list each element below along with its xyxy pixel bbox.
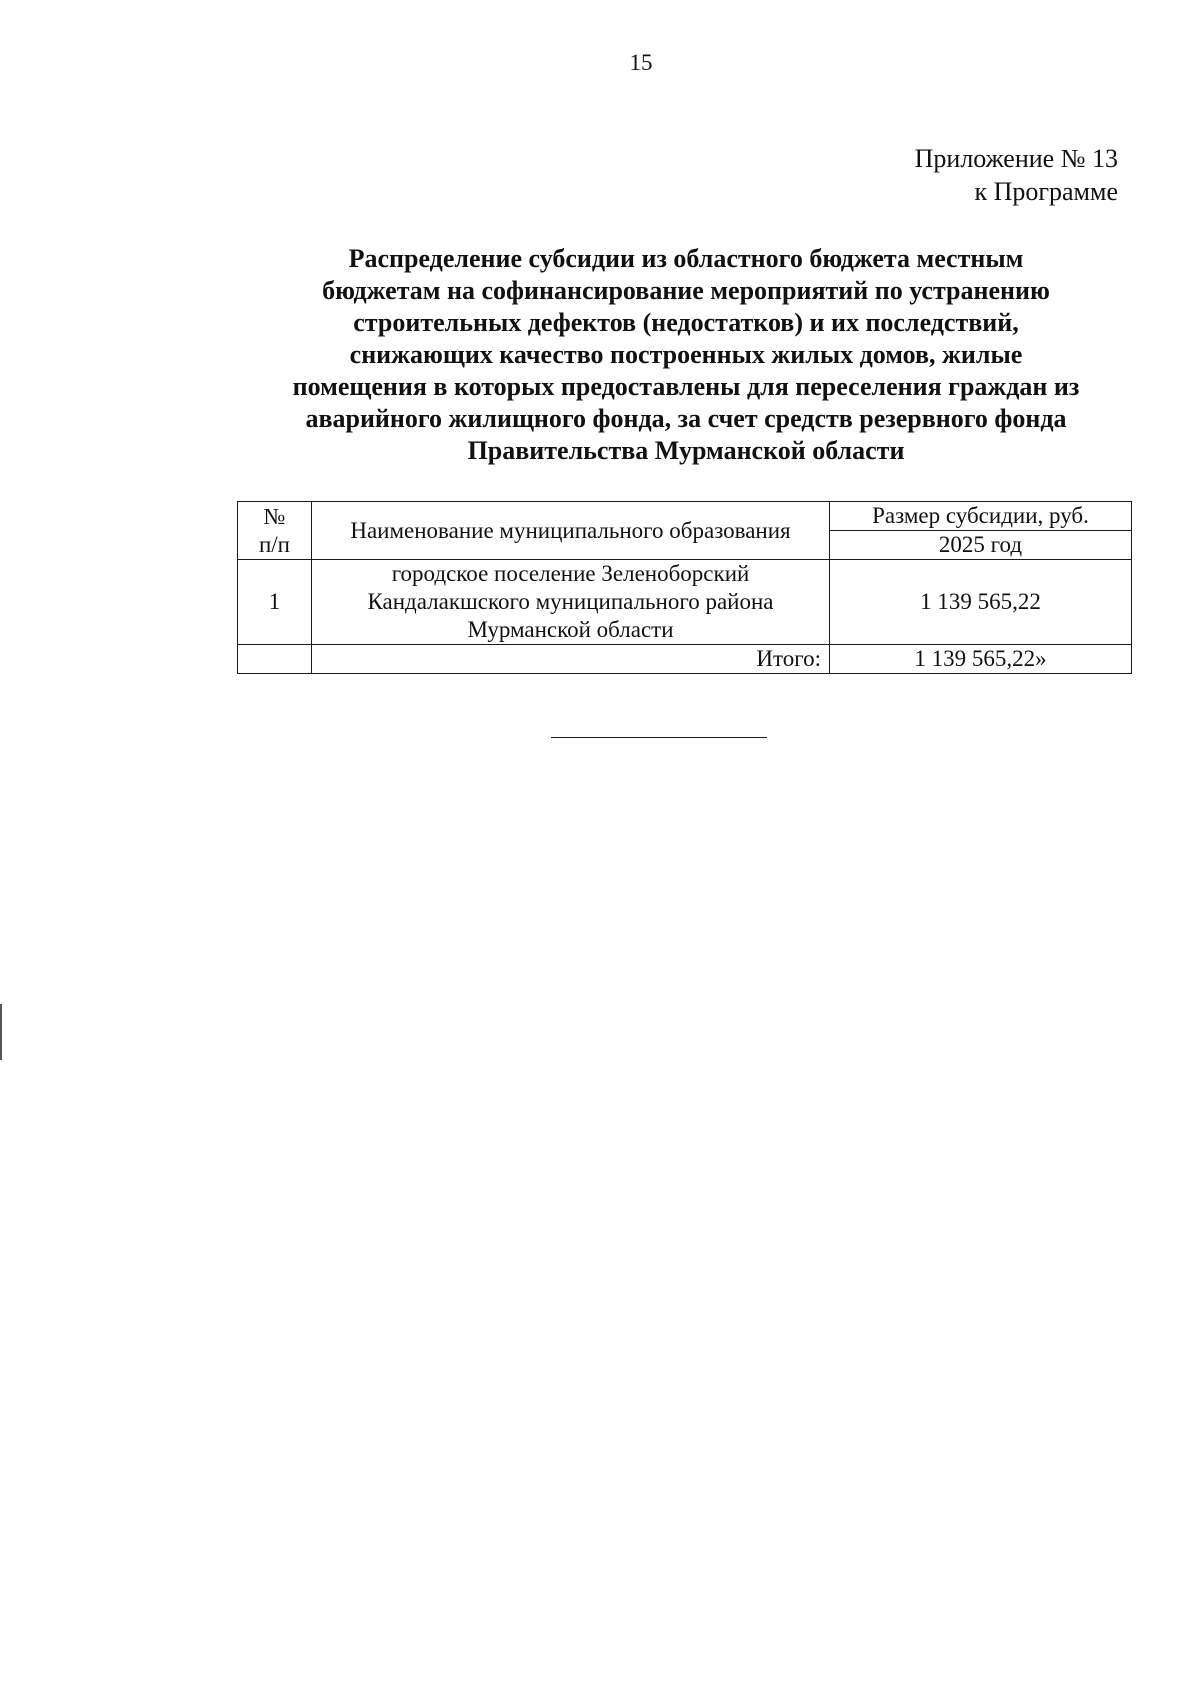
title-line: аварийного жилищного фонда, за счет средств резервного фонда	[305, 404, 1067, 433]
title-line: бюджетам на софинансирование мероприятий по устранению	[322, 276, 1050, 305]
title-line: снижающих качество построенных жилых домов, жилые	[349, 340, 1023, 369]
page-number: 15	[629, 50, 653, 75]
row-amount-cell: 1 139 565,22	[830, 560, 1132, 645]
table-row	[238, 560, 1132, 645]
title-line: помещения в которых предоставлены для переселения граждан из	[292, 372, 1080, 401]
subsidy-table	[237, 501, 1132, 674]
row-name-line: городское поселение Зеленоборский	[391, 561, 750, 586]
title-line: Распределение субсидии из областного бюджета местным	[348, 244, 1024, 273]
header-number-cell	[238, 502, 312, 560]
title-line: Правительства Мурманской области	[467, 436, 905, 465]
total-amount-cell: 1 139 565,22»	[830, 645, 1132, 674]
total-label-cell: Итого:	[312, 645, 830, 674]
header-name-cell: Наименование муниципального образования	[312, 502, 830, 560]
row-name-line: Кандалакшского муниципального района	[367, 589, 774, 614]
table-header-row	[238, 502, 1132, 531]
appendix-number: Приложение № 13	[914, 144, 1118, 173]
header-year-cell: 2025 год	[830, 531, 1132, 560]
row-number-cell: 1	[238, 560, 312, 645]
closing-divider	[551, 737, 767, 738]
scan-edge-mark	[0, 1004, 2, 1060]
table-total-row	[238, 645, 1132, 674]
row-name-cell	[312, 560, 830, 645]
header-number-symbol: №	[263, 503, 286, 529]
title-line: строительных дефектов (недостатков) и их последствий,	[353, 308, 1019, 337]
total-empty-cell	[238, 645, 312, 674]
appendix-reference	[915, 142, 1118, 208]
row-name-line: Мурманской области	[467, 617, 674, 642]
header-amount-cell: Размер субсидии, руб.	[830, 502, 1132, 531]
document-title	[236, 243, 1136, 467]
appendix-program: к Программе	[974, 177, 1118, 206]
header-number-abbr: п/п	[258, 531, 290, 557]
